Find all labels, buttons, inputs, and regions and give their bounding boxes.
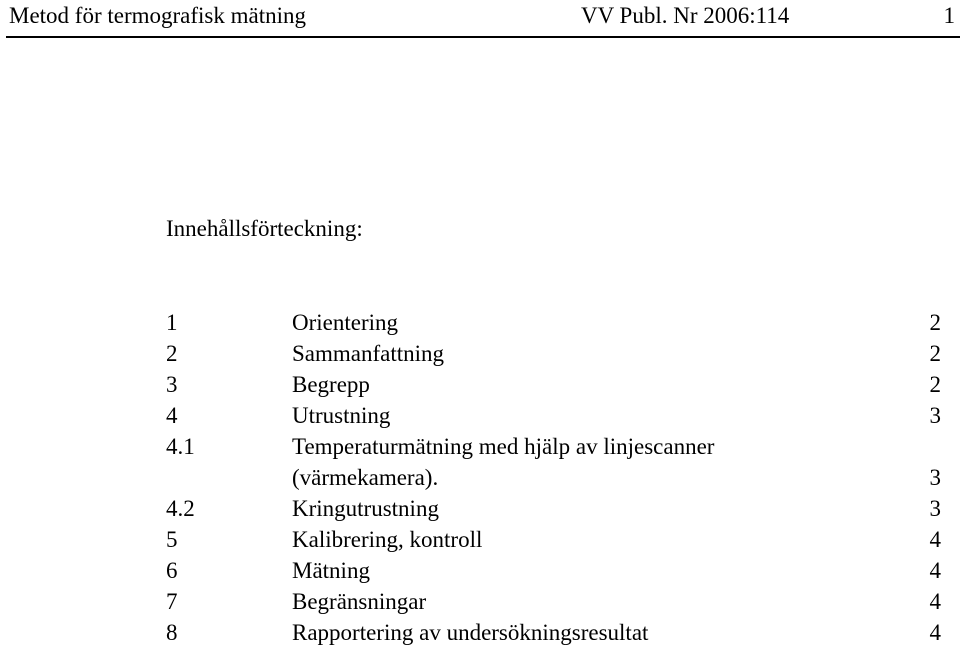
toc-entry[interactable]: [166, 528, 941, 559]
toc-entry-title: Kringutrustning: [292, 496, 439, 521]
toc-entry-number: 6: [166, 558, 178, 583]
publication-number: VV Publ. Nr 2006:114: [581, 3, 790, 28]
toc-entry-title: Kalibrering, kontroll: [292, 527, 483, 552]
toc-entry-number: 1: [166, 310, 178, 335]
toc-entry-title: Begrepp: [292, 372, 370, 397]
toc-entry-page: 4: [929, 558, 941, 583]
toc-entry-title: Orientering: [292, 310, 399, 335]
toc-entry-title: (värmekamera).: [292, 465, 439, 490]
table-of-contents: [166, 311, 941, 652]
toc-entry-number: 4.1: [166, 434, 195, 459]
toc-entry-number: 8: [166, 620, 178, 645]
toc-entry-page: 3: [929, 403, 941, 428]
page-header: [9, 4, 955, 30]
toc-entry-title: Mätning: [292, 558, 370, 583]
toc-entry[interactable]: [166, 311, 941, 342]
toc-entry-title: Utrustning: [292, 403, 391, 428]
toc-entry-title: Sammanfattning: [292, 341, 445, 366]
toc-entry[interactable]: [166, 590, 941, 621]
toc-entry-page: 3: [929, 465, 941, 490]
toc-entry[interactable]: [166, 621, 941, 652]
toc-entry-page: 2: [929, 341, 941, 366]
toc-entry-number: 3: [166, 372, 178, 397]
toc-entry-continuation[interactable]: [166, 466, 941, 497]
toc-entry[interactable]: [166, 559, 941, 590]
toc-entry-number: 4: [166, 403, 178, 428]
toc-entry[interactable]: [166, 497, 941, 528]
toc-entry-page: 2: [929, 372, 941, 397]
toc-entry[interactable]: [166, 404, 941, 435]
toc-entry-page: 2: [929, 310, 941, 335]
toc-entry-page: 3: [929, 496, 941, 521]
toc-entry-title: Begränsningar: [292, 589, 427, 614]
toc-entry-page: 4: [929, 527, 941, 552]
toc-entry-page: 4: [929, 620, 941, 645]
page-number: 1: [943, 3, 955, 28]
document-title: Metod för termografisk mätning: [9, 3, 307, 28]
header-divider: [6, 36, 960, 38]
toc-entry-number: 2: [166, 341, 178, 366]
toc-entry[interactable]: [166, 373, 941, 404]
toc-entry-number: 7: [166, 589, 178, 614]
toc-heading: Innehållsförteckning:: [166, 216, 363, 241]
toc-entry[interactable]: [166, 342, 941, 373]
toc-entry[interactable]: [166, 435, 941, 466]
toc-entry-number: 5: [166, 527, 178, 552]
toc-entry-number: 4.2: [166, 496, 195, 521]
toc-entry-page: 4: [929, 589, 941, 614]
toc-entry-title: Temperaturmätning med hjälp av linjescanner: [292, 434, 715, 459]
toc-entry-title: Rapportering av undersökningsresultat: [292, 620, 649, 645]
